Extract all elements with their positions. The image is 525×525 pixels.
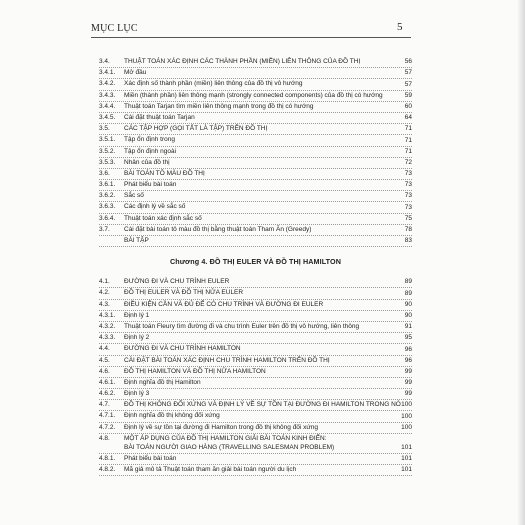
toc-entry-number: 3.6.4. [99,214,116,222]
toc-entry-title: ĐỒ THỊ HAMILTON VÀ ĐỒ THỊ NỬA HAMILTON [124,367,266,375]
toc-entry-title: Định nghĩa đồ thị không đối xứng [124,412,220,420]
toc-entry-4-8 [99,434,412,454]
toc-entry-page: 100 [401,423,412,431]
toc-entry-page: 83 [404,237,412,245]
toc-entry-page: 90 [404,311,412,319]
toc-entry-number: 4.6.1. [99,378,116,386]
toc-entry [99,411,412,422]
toc-entry-number: 3.4.1. [99,69,116,77]
toc-entry-number: 4.3.1. [99,311,116,319]
toc-entry-number: 4.3. [99,300,110,308]
toc-entry [99,236,412,247]
toc-entry-page: 56 [404,58,412,66]
toc-entry [99,344,412,355]
toc-entry [99,102,412,113]
toc-entry-page: 91 [404,323,412,331]
toc-entry-number: 4.7. [99,401,110,409]
toc-entry-title: ĐƯỜNG ĐI VÀ CHU TRÌNH EULER [124,278,230,286]
toc-entry-number: 4.7.1. [99,412,116,420]
toc-entry-title: Sắc số [124,192,144,200]
toc-entry-page: 78 [404,226,412,233]
toc-entry-page: 101 [401,455,412,462]
toc-entry [99,57,412,68]
toc-entry-page: 95 [404,334,412,342]
toc-entry-number: 3.6.2. [99,192,116,200]
toc-entry-page: 101 [401,443,412,451]
toc-entry-page: 89 [404,289,412,297]
toc-entry-page: 100 [401,401,412,409]
toc-entry-page: 72 [404,158,412,166]
toc-entry [99,135,412,146]
toc-entry-page: 96 [404,356,412,364]
toc-entry-number: 4.6. [99,367,110,375]
page-number: 5 [397,21,403,33]
toc-entry-number: 3.5.2. [99,147,116,155]
toc-entry-number: 3.5. [99,125,110,133]
toc-entry-page: 101 [401,466,412,474]
toc-entry-page: 75 [404,214,412,222]
toc-entry-number: 4.2. [99,289,110,297]
chapter-4-heading: Chương 4. ĐỒ THỊ EULER VÀ ĐỒ THỊ HAMILTON [169,257,342,267]
toc-entry-page: 99 [404,367,412,375]
toc-entry-page: 59 [404,91,412,99]
table-of-contents [99,57,412,476]
toc-entry [99,356,412,367]
toc-entry [99,454,412,465]
toc-entry-page: 96 [404,345,412,353]
toc-entry-number: 3.7. [99,225,110,233]
toc-entry [99,311,412,322]
toc-entry-title: Phát biểu bài toán [124,181,177,189]
toc-entry-page: 57 [404,69,412,77]
toc-entry-title: Định lý về sự tồn tại đường đi Hamilton trong đồ thị không đối xứng [124,423,319,431]
page-gutter-shadow [517,0,525,525]
toc-entry-title: ĐƯỜNG ĐI VÀ CHU TRÌNH HAMILTON [124,345,241,353]
toc-chapter-4-section [99,277,412,434]
toc-entry-title: Nhân của đồ thị [124,158,170,166]
toc-entry [99,300,412,311]
toc-entry-title: Thuật toán xác định sắc số [124,214,202,222]
toc-entry [99,180,412,191]
toc-entry-page: 90 [404,300,412,308]
toc-entry-page: 73 [404,203,412,211]
toc-entry-page: 64 [404,114,412,122]
toc-entry-number: 3.5.3. [99,158,116,166]
toc-entry-title: Mã giả mô tả Thuật toán tham ăn giải bài toán người du lịch [124,466,297,473]
toc-entry [99,465,412,476]
toc-entry-title: Định lý 3 [124,390,150,398]
toc-entry-title: Cài đặt thuật toán Tarjan [124,113,195,121]
toc-entry-number: 4.1. [99,278,110,286]
toc-entry [99,91,412,102]
toc-entry [99,367,412,378]
toc-entry-title: Định nghĩa đồ thị Hamilton [124,378,201,386]
toc-entry-title: BÀI TOÁN TÔ MÀU ĐỒ THỊ [124,169,205,177]
toc-entry-number: 3.6.3. [99,203,116,211]
toc-entry-title: CÀI ĐẶT BÀI TOÁN XÁC ĐỊNH CHU TRÌNH HAMILTON TRÊN ĐỒ THỊ [124,356,330,364]
toc-entry-number: 3.4.5. [99,113,116,121]
toc-entry [99,378,412,389]
toc-entry-page: 73 [404,170,412,178]
toc-entry-title: Tập ổn định ngoài [124,147,177,155]
toc-entry-title: Mở đầu [124,69,147,77]
toc-entry-title: ĐỒ THỊ KHÔNG ĐỐI XỨNG VÀ ĐỊNH LÝ VỀ SỰ TỒN TẠI ĐƯỜNG ĐI HAMILTON TRONG NÓ [124,401,401,409]
toc-entry-page: 100 [401,412,412,420]
toc-entry-title: Phát biểu bài toán [124,454,177,462]
toc-entry-number: 4.8. [99,434,110,442]
toc-chapter-4-subsection [99,454,412,476]
toc-entry-number: 3.5.1. [99,136,116,144]
toc-entry-title: ĐIỀU KIỆN CẦN VÀ ĐỦ ĐỂ CÓ CHU TRÌNH VÀ ĐƯỜNG ĐI EULER [124,300,324,308]
toc-entry-number: 4.4. [99,345,110,353]
toc-entry [99,333,412,344]
toc-entry [99,322,412,333]
header-rule [91,37,411,38]
toc-entry-number: 3.6.1. [99,181,116,189]
toc-entry-page: 89 [404,278,412,286]
toc-entry-title: Tập ổn định trong [124,136,175,144]
toc-entry-title: Cài đặt bài toán tô màu đồ thị bằng thuật toán Tham Ăn (Greedy) [124,225,312,233]
toc-entry [99,79,412,90]
toc-entry-title: THUẬT TOÁN XÁC ĐỊNH CÁC THÀNH PHẦN (MIỀN) LIÊN THÔNG CỦA ĐỒ THỊ [124,58,361,65]
toc-entry-number: 4.7.2. [99,423,116,431]
toc-entry [99,169,412,180]
toc-entry-title: Thuật toán Fleury tìm đường đi và chu trình Euler trên đồ thị vô hướng, liên thông [124,322,360,330]
toc-entry-title: Định lý 1 [124,311,150,319]
toc-entry-title: BÀI TẬP [124,237,149,244]
toc-entry [99,277,412,288]
toc-entry-page: 71 [404,125,412,133]
toc-entry-title-line2: BÀI TOÁN NGƯỜI GIAO HÀNG (TRAVELLING SALESMAN PROBLEM) [124,444,335,452]
toc-entry-title: CÁC TẬP HỢP (GỌI TẮT LÀ TẬP) TRÊN ĐỒ THỊ [124,125,268,133]
toc-entry-number: 3.4.4. [99,102,116,110]
toc-entry-page: 99 [404,390,412,398]
toc-entry-title: Định lý 2 [124,334,150,342]
toc-entry-title: Các định lý về sắc số [124,203,186,211]
toc-entry [99,113,412,124]
toc-entry-page: 60 [404,102,412,110]
toc-entry [99,400,412,411]
toc-entry [99,124,412,135]
toc-entry [99,68,412,79]
toc-entry [99,423,412,434]
toc-entry-title: Miền (thành phần) liên thông mạnh (strongly connected components) của đồ thị có hướng [124,91,383,99]
toc-entry [99,158,412,169]
toc-entry-title: ĐỒ THỊ EULER VÀ ĐỒ THỊ NỬA EULER [124,289,244,297]
toc-entry-number: 4.6.2. [99,390,116,398]
toc-entry [99,191,412,202]
toc-entry [99,214,412,225]
toc-entry-page: 57 [404,80,412,88]
toc-entry [99,389,412,400]
toc-entry [99,225,412,236]
toc-entry-number: 4.3.2. [99,322,116,330]
running-head: MỤC LỤC [91,23,138,34]
toc-entry [99,147,412,158]
toc-entry-number: 3.4. [99,58,110,65]
toc-entry-number: 4.8.1. [99,454,116,462]
toc-entry-title: Xác định số thành phần (miền) liên thông của đồ thị vô hướng [124,80,303,88]
toc-entry-number: 3.4.2. [99,80,116,88]
toc-entry-number: 4.5. [99,356,110,364]
toc-entry [99,202,412,213]
toc-entry-title: Thuật toán Tarjan tìm miền liên thông mạnh trong đồ thị có hướng [124,102,314,110]
toc-entry-number: 3.4.3. [99,91,116,99]
toc-entry-page: 73 [404,192,412,200]
toc-chapter-3-section [99,57,412,247]
toc-entry-page: 73 [404,181,412,189]
toc-entry-page: 71 [404,136,412,144]
toc-entry-number: 4.8.2. [99,466,116,473]
toc-entry-page: 71 [404,147,412,155]
toc-entry-page: 99 [404,379,412,387]
toc-entry-number: 3.6. [99,169,110,177]
toc-entry-title-line1: MỘT ÁP DỤNG CỦA ĐỒ THỊ HAMILTON GIẢI BÀI TOÁN KINH ĐIỂN: [124,434,327,442]
toc-entry [99,288,412,299]
toc-entry-number: 4.3.3. [99,334,116,342]
